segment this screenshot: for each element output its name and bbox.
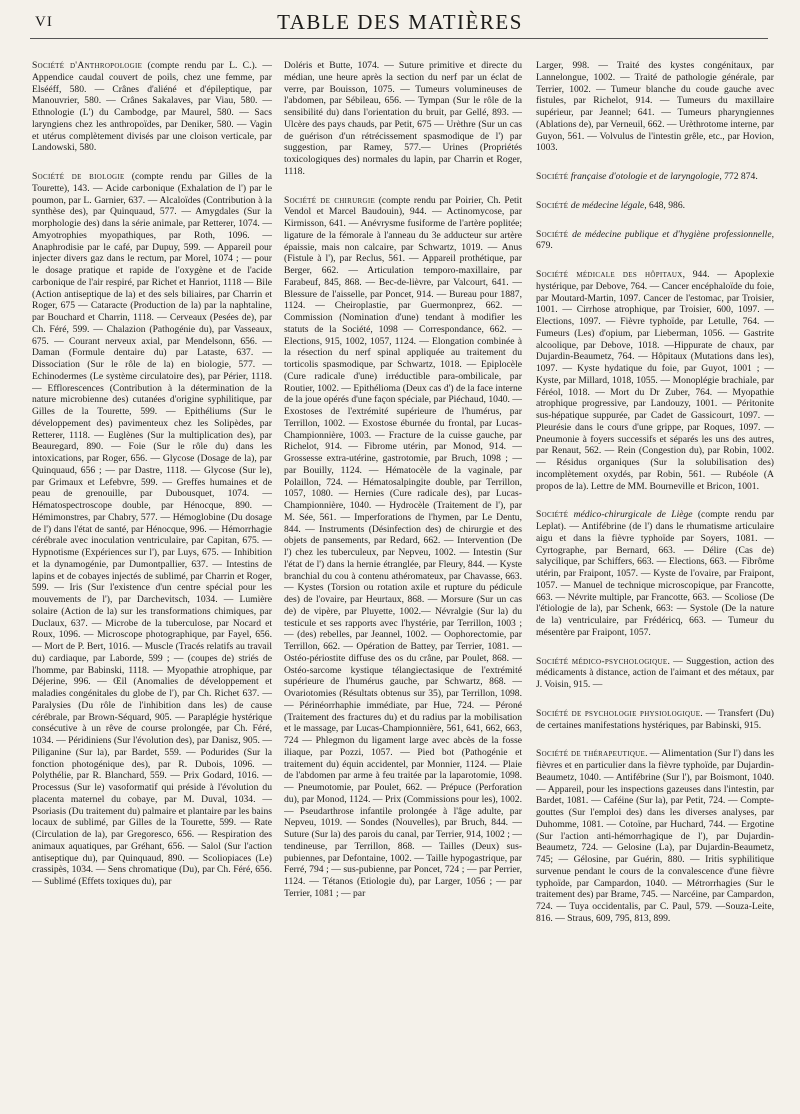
index-entry	[536, 269, 774, 492]
entry-lead: Société de biologie	[32, 171, 125, 182]
entry-lead: Société	[536, 509, 569, 521]
index-entry	[536, 748, 774, 924]
index-entry	[536, 60, 774, 154]
entry-text: (compte rendu par Leplat). — Antifébrine (de l') dans le rhumatisme articulaire aigu et dans la fièvre typhoïde par Soyers, 1081. — Cyrtographe, par Bernard, 663. — Délire (Cas de) salycilique, par Schiffers, 663. — Elections, 663. — Fibrôme utérin, par Fraipont, 1057. — Kyste de l'ovaire, par Fraipont, 1057. — Manuel de technique microscopique, par Francotte, 663. — Névrite multiple, par Francotte, 663. — Scoliose (De l'étiologie de la), par Schenk, 663: — Systole (De la nature de la) ventriculaire, par Frédéricq, 663. — Tumeur du mésentère par Fraipont, 1057.	[536, 509, 774, 638]
index-entry	[32, 171, 272, 888]
page-number: VI	[35, 14, 53, 30]
header-rule	[30, 38, 768, 39]
entry-lead: Société médico-psychologique	[536, 655, 668, 667]
index-entry	[536, 656, 774, 691]
entry-text: 648, 986.	[646, 199, 686, 211]
entry-text: (compte rendu par Poirier, Ch. Petit Vendol et Marcel Baudouin), 944. — Actinomycose, par Kirmisson, 641. — Anévrysme fusiforme de l'artère poplitée; ligature de la fémorale à l'anneau du 3e adducteur sur artère épaissie, mais non calcaire, par Schwartz, 1019. — Anus (Fistule à l'), par Reclus, 561. — Appareil prothétique, par Berger, 662. — Articulation temporo-maxillaire, par Farabeuf, 845, 868. — Bec-de-lièvre, par Valcourt, 641. — Blessure de l'aisselle, par Poncet, 914. — Bureau pour 1887, 1124. — Cheiroplastie, par Guermonprez, 662. — Commission (Nomination d'une) tendant à modifier les statuts de la Société, 1098 — Correspondance, 662. — Elections, 915, 1002, 1057, 1124. — Elongation combinée à la résection du nerf spinal appliquée au traitement du torticolis spasmodique, par Schwartz, 1018. — Epiplocèle (Cure radicale d'une) irréductible para-ombilicale, par Routier, 1002. — Epithélioma (Deux cas d') de la face interne de la joue opérés d'une façon spéciale, par Piéchaud, 1040. — Exostoses de l'extrémité supérieure de l'humérus, par Terrillon, 1002. — Exostose éburnée du frontal, par Lucas-Championnière, 1003. — Fracture de la cuisse gauche, par Richelot, 914. — Fibrome utérin, par Monod, 914. — Grossesse extra-utérine, gastrotomie, par Bruch, 1098 ; — par Bouilly, 1124. — Hématocèle de la vaginale, par Polaillon, 724. — Hématosalpingite double, par Terrillon, 1057, 1080. — Hernies (Cure radicale des), par Lucas-Championnière, 1040. — Hydrocèle (Traitement de l'), par M. Sée, 561. — Imperforations de l'hymen, par Le Dentu, 844. — Instruments (Désinfection des) de chirurgie et des objets de pansements, par Redard, 662. — Intervention (De l') chez les tuberculeux, par Nepveu, 1002. — Intestin (Sur l'état de l') dans la hernie étranglée, par Fleury, 844. — Kyste branchial du cou à contenu athéromateux, par Chavasse, 663. — Kystes (Torsion ou rotation axile et rupture du pédicule des) de l'ovaire, par Heurtaux, 868. — Morsure (Sur un cas de) de vipère, par Pluyette, 1002.— Névralgie (Sur la) du testicule et ses rapports avec l'hystérie, par Terrillon, 1003 ; — (des) rebelles, par Jeannel, 1002. — Oophorectomie, par Terrillon, 662. — Opération de Battey, par Terrier, 1081. — Ostéo-périostite diffuse des os du crâne, par Poulet, 868. — Ostéo-sarcome kystique télangiectasique de l'extrémité supérieure de l'humérus gauche, par Schwartz, 868. — Ovariotomies (Résultats obtenus sur 35), par Terrillon, 1098. — Périnéorrhaphie immédiate, par Hue, 724. — Péroné (Traitement des fractures du) et du radius par la mobilisation et le massage, par Lucas-Championnière, 561, 641, 662, 663, 724 — Phlegmon du ligament large avec abcès de la fosse iliaque, par Pozzi, 1057. — Pied bot (Pathogénie et traitement du) équin accidentel, par Monnier, 1124. — Plaie de l'abdomen par arme à feu traitée par la laparotomie, 1098. — Pneumotomie, par Poulet, 662. — Prépuce (Perforation du), par Monod, 1124. — Prix (Commissions pour les), 1002. — Pseudarthrose infantile prolongée à l'âge adulte, par Nepveu, 1019. — Sondes (Nouvelles), par Bruch, 844. — Suture (Sur la) des parois du canal, par Terrier, 914, 1002 ; — tendineuse, par Terrillon, 868. — Tailles (Deux) sus-pubiennes, par Defontaine, 1002. — Taille hypogastrique, par Ferré, 794 ; — sus-pubienne, par Poncet, 724 ; — par Perrier, 1124. — Tétanos (Etiologie du), par Larger, 1056 ; — par Terrier, 1081 ; — par	[284, 194, 522, 899]
entry-text: Doléris et Butte, 1074. — Suture primitive et directe du médian, une heure après la section du nerf par un éclat de verre, par Bouisson, 1075. — Tumeurs volumineuses de l'abdomen, par Sébileau, 656. — Tympan (Sur le rôle de la sensibilité du) dans l'orientation du bruit, par Gellé, 893. — Ulcère des pays chauds, par Petit, 675 — Urèthre (Sur un cas de guérison d'un rétrécissement spasmodique de l') par suggestion, par Ramey, 577.— Urines (Propriétés toxicologiques des) normales du lapin, par Charrin et Roger, 1118.	[284, 60, 522, 177]
entry-lead: Société de psychologie physiologique	[536, 707, 701, 719]
column-middle	[284, 60, 522, 1100]
entry-lead: Société de thérapeutique	[536, 748, 646, 760]
index-entry	[536, 509, 774, 638]
index-entry	[284, 60, 522, 178]
index-entry	[32, 60, 272, 154]
index-entry	[536, 200, 774, 212]
entry-text: 679.	[536, 240, 553, 252]
index-entry	[536, 708, 774, 732]
entry-text: (compte rendu par L. C.). — Appendice caudal couvert de poils, chez une femme, par Elsééff, 580. — Crânes d'aliéné et d'épileptique, par Manouvrier, 580. — Crânes Sakalaves, par Viau, 580. — Ethnologie (L') du Cambodge, par Maurel, 580. — Sacs laryngiens chez les anthropoïdes, par Deniker, 580. — Vagin et utérus complètement divisés par une cloison verticale, par Landowski, 580.	[32, 60, 272, 154]
column-left	[32, 60, 272, 1100]
column-right	[536, 60, 774, 1100]
entry-lead: Société d'Anthropologie	[32, 60, 143, 71]
entry-sub: française d'otologie et de laryngologie,	[568, 171, 722, 182]
entry-sub: de médecine légale,	[568, 199, 647, 211]
index-entry	[536, 171, 774, 183]
entry-sub: médico-chirurgicale de Liège	[568, 509, 693, 521]
entry-text: 772 874.	[721, 171, 758, 182]
entry-lead: Société	[536, 199, 569, 211]
entry-text: . — Transfert (Du) de certaines manifestations hystériques, par Babinski, 915.	[536, 707, 774, 731]
entry-text: Larger, 998. — Traité des kystes congénitaux, par Lannelongue, 1002. — Traité de pathologie générale, par Terrier, 1002. — Tumeur blanche du coude gauche avec fistules, par Richelot, 914. — Tumeurs du maxillaire supérieur, par Jeannel; 641. — Tumeurs pharyngiennes (Ablations de), par Verneuil, 662. — Urèthrotome interne, par Guyon, 561. — Volvulus de l'intestin grêle, etc., par Hovion, 1003.	[536, 60, 774, 154]
entry-text: . — Suggestion, action des médicaments à distance, action de l'aimant et des métaux, par J. Voisin, 915. —	[536, 655, 774, 690]
entry-text: . — Alimentation (Sur l') dans les fièvres et en particulier dans la fièvre typhoïde, par Dujardin-Beaumetz, 1040. — Antifébrine (Sur l'), par Boismont, 1040. — Appareil, pour les inspections gazeuses dans l'intestin, par Bardet, 1081. — Caféine (Sur la), par Petit, 724. — Compte-gouttes (Sur l'emploi des) dans les diverses analyses, par Duhomme, 1081. — Cotoïne, par Huchard, 744. — Ergotine (Sur l'action anti-hémorrhagique de l'), par Dujardin-Beaumetz, 724. — Gelosine (La), par Dujardin-Beaumetz, 745; — Gélosine, par Guérin, 880. — Iritis syphilitique survenue pendant le cours de la convalescence d'une fièvre typhoïde, par Campardon, 1040. — Métrorrhagies (Sur le traitement des) par Brame, 745. — Narcéine, par Campardon, 724. — Tuya occidentalis, par C. Paul, 579. —Souza-Leite, 816. — Straus, 609, 795, 813, 899.	[536, 748, 774, 924]
entry-text: , 944. — Apoplexie hystérique, par Debove, 764. — Cancer encéphaloïde du foie, par Moutard-Martin, 1097. Cancer de l'estomac, par Troisier, 1001. — Cirrhose atrophique, par Troisier, 600, 1097. — Elections, 1097. — Fièvre typhoïde, par Letulle, 764. — Fumeurs (Les) d'opium, par Lieberman, 1056. — Gastrite alcoolique, par Debove, 1018. —Hippurate de chaux, par Dujardin-Beaumetz, 764. — Hôpitaux (Mutations dans les), 1097. — Kyste hydatique du foie, par Guyot, 1001 ; — Kyste, par Millard, 1018, 1055. — Monoplégie brachiale, par Féréol, 1018. — Mort du Dr Zuber, 764. — Myopathie atrophique progressive, par Landouzy, 1001. — Péritonite sus-hépatique suppurée, par Cadet de Gassicourt, 1097. — Pleurésie dans le cours d'une grippe, par Roques, 1097. — Pneumonie à foyers successifs et séparés les uns des autres, par Renaut, 562. — Rein (Congestion du), par Robin, 1002. — Résidus organiques (Sur la solubilisation des) incomplètement oxydés, par Robin, 561. — Rubéole (A propos de la). Lettre de MM. Bourneville et Bricon, 1001.	[536, 269, 774, 492]
entry-text: (compte rendu par Gilles de la Tourette), 143. — Acide carbonique (Exhalation de l') par le poumon, par L. Garnier, 637. — Alcaloïdes (Contribution à la synthèse des), par Quinquaud, 577. — Amygdales (Sur la morphologie des) dans la série animale, par Retterer, 1074. — Amyotrophies myopathiques, par Roth, 1096. — Anaphrodisie par le café, par Dupuy, 599. — Appareil pour injecter divers gaz dans le rectum, par Morel, 1074 ; — pour le dosage pratique et rapide de l'oxygène et de l'acide carbonique de l'air respiré, par Richet et Hanriot, 1118 — Bile (Action antiseptique de la) et des sels biliaires, par Charrin et Roger, 675 — Cataracte (Production de la) par la naphtaline, par Bouchard et Charrin, 1118. — Cerveaux (Pesées de), par Ch. Féré, 599. — Chalazion (Pathogénie du), par Vasseaux, 675. — Courant nerveux axial, par Mendelsonn, 656. — Daman (Formule dentaire du) par Lataste, 637. — Dissociation (Sur le rôle de la) en biologie, 577. — Echinodermes (Le système circulatoire des), par Périer, 1118. — Efflorescences (Contribution à la détermination de la nature microbienne des) cutanées d'origine syphilitique, par Gilles de la Tourette, 599. — Epithéliums (Sur le développement des) pavimenteux chez les Solipèdes, par Retterer, 1118. — Euglènes (Sur la multiplication des), par Beauregard, 890. — Foie (Sur le rôle du) dans les intoxications, par Roger, 656. — Glycose (Dosage de la), par Quinquaud, 656 ; — par Dastre, 1118. — Glycose (Sur le), par Grimaux et Lefebvre, 599. — Greffes humaines et de peau de grenouille, par Dubousquet, 1074. — Hématospectroscope double, par Hénocque, 890. — Hémimonstres, par Chabry, 577. — Hémoglobine (Du dosage de l') dans l'état de santé, par Hénocque, 996. — Hémorrhagie cérébrale avec inoculation ventriculaire, par Capitan, 675. — Hypnotisme (Expériences sur l'), par Luys, 675. — Inhibition et la dynamogénie, par Dumontpallier, 637. — Intestins de lapins et de cobayes injectés de sublimé, par Charrin et Roger, 599. — Iris (Sur l'existence d'un centre spécial pour les mouvements de l'), par Darchevitsch, 1034. — Lumière solaire (Action de la) sur les transformations chimiques, par Duclaux, 637. — Microbe de la tuberculose, par Nocard et Roux, 1096. — Microscope photographique, par Fayel, 656. — Mort de P. Bert, 1016. — Muscle (Tracés relatifs au travail du) cardiaque, par Laborde, 599 ; — (coupes de) striés de l'homme, par Babinski, 1118. — Myopathie atrophique, par Déjerine, 996. — Œil (Anomalies de développement et maladies congénitales du globe de l'), par Ch. Richet 637. — Paralysies (Du rôle de l'inhibition dans les) de cause cérébrale, par Brown-Séquard, 905. — Paraplégie hystérique consécutive à un rêve de course prolongée, par Ch. Féré, 1034. — Péridiniens (Sur l'évolution des), par Danisz, 905. — Piliganine (Sur la), par Bardet, 559. — Podurides (Sur la fonction photogénique des), par R. Dubois, 1096. — Polythélie, par R. Blanchard, 559. — Prix Godard, 1016. — Processus (Sur le) vasoformatif qui préside à l'évolution du placenta maternel du cobaye, par M. Duval, 1034. — Psoriasis (Du traitement du) palmaire et plantaire par les bains locaux de sublimé, par Gilles de la Tourette, 599. — Rate (Circulation de la), par Gregoresco, 656. — Respiration des animaux aquatiques, par Gréhant, 656. — Salol (Sur l'action antiseptique du), par Quinquaud, 890. — Scoliopiaces (Le) crassipès, 1034. — Sens chromatique (Du), par Ch. Féré, 656. — Sublimé (Effets toxiques du), par	[32, 171, 272, 887]
index-entry	[536, 229, 774, 253]
index-entry	[284, 195, 522, 900]
entry-lead: Société médicale des hôpitaux	[536, 269, 683, 280]
running-title: TABLE DES MATIÈRES	[277, 10, 523, 34]
entry-lead: Société de chirurgie	[284, 194, 376, 206]
entry-sub: de médecine publique et d'hygiène professionnelle,	[568, 228, 774, 240]
entry-lead: Société	[536, 171, 569, 182]
entry-lead: Société	[536, 228, 569, 240]
